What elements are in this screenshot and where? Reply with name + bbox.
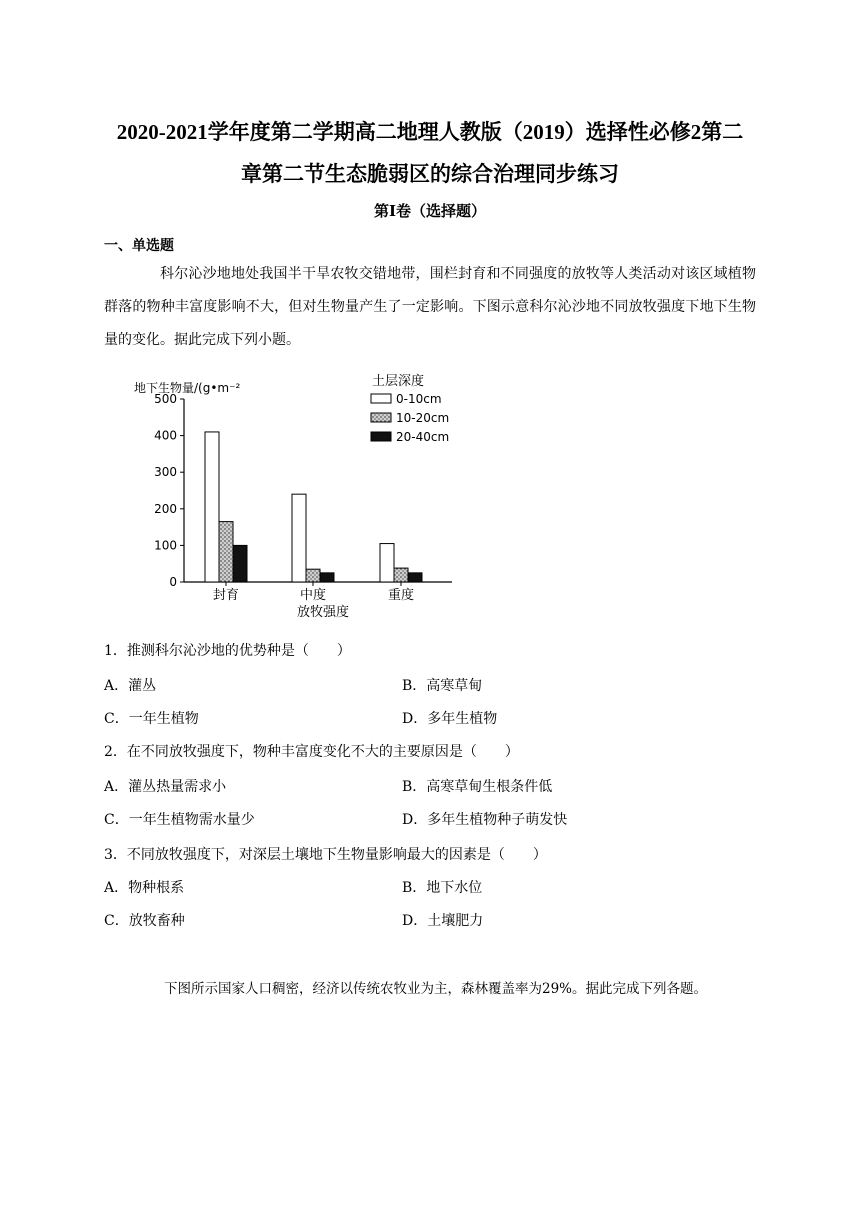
bar xyxy=(219,522,233,582)
document-title-line1: 2020-2021学年度第二学期高二地理人教版（2019）选择性必修2第二 xyxy=(116,120,744,144)
question-1-stem: 1．推测科尔沁沙地的优势种是（ ） xyxy=(104,643,351,659)
bar xyxy=(292,494,306,582)
y-tick-label: 400 xyxy=(154,428,177,443)
y-tick-label: 200 xyxy=(154,501,177,516)
bar xyxy=(233,545,247,582)
legend-swatch xyxy=(371,413,391,422)
x-axis-label: 放牧强度 xyxy=(296,605,350,620)
question-1-option-c[interactable]: C．一年生植物 xyxy=(104,711,199,727)
question-1-option-a[interactable]: A．灌丛 xyxy=(104,678,157,694)
legend-entry: 0-10cm xyxy=(396,392,442,406)
y-tick-label: 100 xyxy=(154,538,177,553)
question-2-option-a[interactable]: A．灌丛热量需求小 xyxy=(104,779,227,795)
section-heading: 一、单选题 xyxy=(104,238,174,254)
question-2-option-c[interactable]: C．一年生植物需水量少 xyxy=(104,812,255,828)
x-category-label: 封育 xyxy=(212,588,240,603)
bar xyxy=(320,573,334,582)
biomass-bar-chart xyxy=(124,368,464,630)
bar xyxy=(380,544,394,582)
bar xyxy=(394,568,408,582)
bar xyxy=(306,569,320,582)
question-2-option-b[interactable]: B．高寒草甸生根条件低 xyxy=(402,779,553,795)
question-3-option-a[interactable]: A．物种根系 xyxy=(104,880,185,896)
document-title-line2: 章第二节生态脆弱区的综合治理同步练习 xyxy=(241,162,619,186)
question-3-stem: 3．不同放牧强度下，对深层土壤地下生物量影响最大的因素是（ ） xyxy=(104,847,547,863)
question-3-option-c[interactable]: C．放牧畜种 xyxy=(104,913,185,929)
y-axis-label: 地下生物量/(g•m⁻² xyxy=(134,381,241,395)
question-3-option-b[interactable]: B．地下水位 xyxy=(402,880,483,896)
question-1-option-d[interactable]: D．多年生植物 xyxy=(402,711,498,727)
y-tick-label: 300 xyxy=(154,465,177,480)
question-2-option-d[interactable]: D．多年生植物种子萌发快 xyxy=(402,812,568,828)
bar xyxy=(408,573,422,582)
next-passage-intro: 下图所示国家人口稠密，经济以传统农牧业为主，森林覆盖率为29%。据此完成下列各题。 xyxy=(164,981,708,997)
legend-title: 土层深度 xyxy=(372,374,425,389)
y-tick-label: 500 xyxy=(154,392,177,406)
question-1-option-b[interactable]: B．高寒草甸 xyxy=(402,678,483,694)
x-category-label: 中度 xyxy=(299,588,327,603)
x-category-label: 重度 xyxy=(387,588,415,603)
legend-swatch xyxy=(371,394,391,403)
question-2-stem: 2．在不同放牧强度下，物种丰富度变化不大的主要原因是（ ） xyxy=(104,744,519,760)
intro-paragraph: 科尔沁沙地地处我国半干旱农牧交错地带，围栏封育和不同强度的放牧等人类活动对该区域植物群落的物种丰富度影响不大，但对生物量产生了一定影响。下图示意科尔沁沙地不同放牧强度下地下生物量的变化。据此完成下列小题。 xyxy=(104,266,756,348)
legend-entry: 10-20cm xyxy=(396,411,450,425)
bar xyxy=(205,432,219,582)
legend-swatch xyxy=(371,432,391,441)
volume-heading: 第I卷（选择题） xyxy=(373,202,487,220)
y-tick-label: 0 xyxy=(169,575,177,589)
legend-entry: 20-40cm xyxy=(396,430,450,444)
question-3-option-d[interactable]: D．土壤肥力 xyxy=(402,913,484,929)
